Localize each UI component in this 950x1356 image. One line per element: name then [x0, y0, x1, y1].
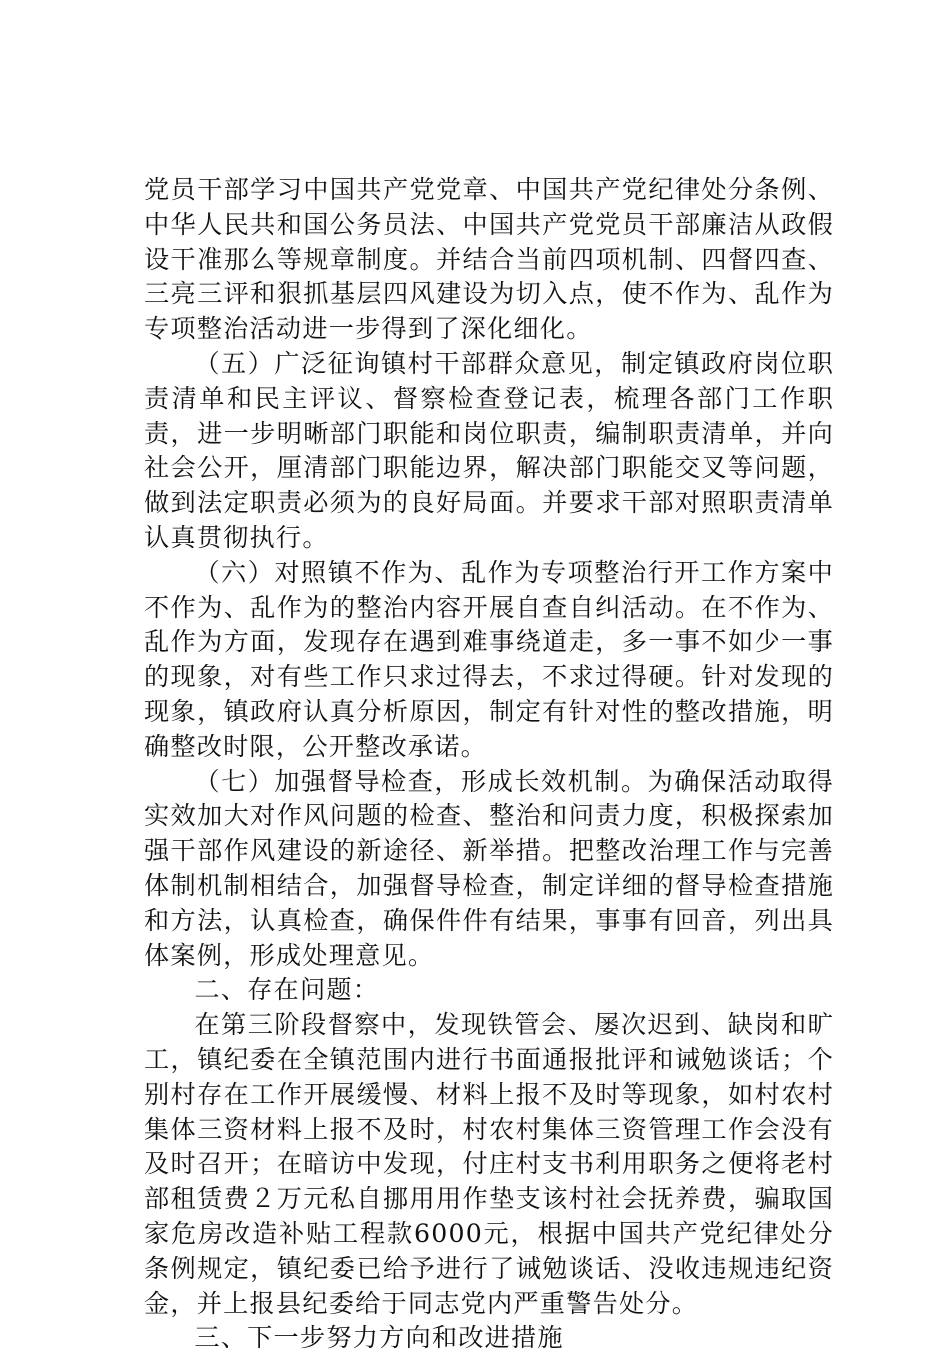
paragraph-problems-detail: 在第三阶段督察中，发现铁管会、屡次迟到、缺岗和旷工，镇纪委在全镇范围内进行书面通报批评和诫勉谈话；个别村存在工作开展缓慢、材料上报不及时等现象，如村农村集体三资材料上报不及时，村农村集体三资管理工作会没有及时召开；在暗访中发现，付庄村支书利用职务之便将老村部租赁费２万元私自挪用用作垫支该村社会抚养费，骗取国家危房改造补贴工程款6000元，根据中国共产党纪律处分条例规定，镇纪委已给予进行了诫勉谈话、没收违规违纪资金，并上报县纪委给于同志党内严重警告处分。: [144, 1010, 834, 1318]
section-heading-problems: 二、存在问题：: [194, 975, 380, 1005]
paragraph-item-5: （五）广泛征询镇村干部群众意见，制定镇政府岗位职责清单和民主评议、督察检查登记表，梳理各部门工作职责，进一步明晰部门职能和岗位职责，编制职责清单，并向社会公开，厘清部门职能边界，解决部门职能交叉等问题，做到法定职责必须为的良好局面。并要求干部对照职责清单认真贯彻执行。: [144, 348, 834, 552]
paragraph-item-6: （六）对照镇不作为、乱作为专项整治行开工作方案中不作为、乱作为的整治内容开展自查自纠活动。在不作为、乱作为方面，发现存在遇到难事绕道走，多一事不如少一事的现象，对有些工作只求过得去，不求过得硬。针对发现的现象，镇政府认真分析原因，制定有针对性的整改措施，明确整改时限，公开整改承诺。: [144, 557, 834, 761]
section-heading-next-steps: 三、下一步努力方向和改进措施: [194, 1323, 564, 1353]
document-body: [144, 173, 834, 1356]
paragraph-item-7: （七）加强督导检查，形成长效机制。为确保活动取得实效加大对作风问题的检查、整治和问责力度，积极探索加强干部作风建设的新途径、新举措。把整改治理工作与完善体制机制相结合，加强督导检查，制定详细的督导检查措施和方法，认真检查，确保件件有结果，事事有回音，列出具体案例，形成处理意见。: [144, 766, 834, 970]
paragraph-continuation: 党员干部学习中国共产党党章、中国共产党纪律处分条例、中华人民共和国公务员法、中国共产党党员干部廉洁从政假设干准那么等规章制度。并结合当前四项机制、四督四查、三亮三评和狠抓基层四风建设为切入点，使不作为、乱作为专项整治活动进一步得到了深化细化。: [144, 175, 834, 344]
